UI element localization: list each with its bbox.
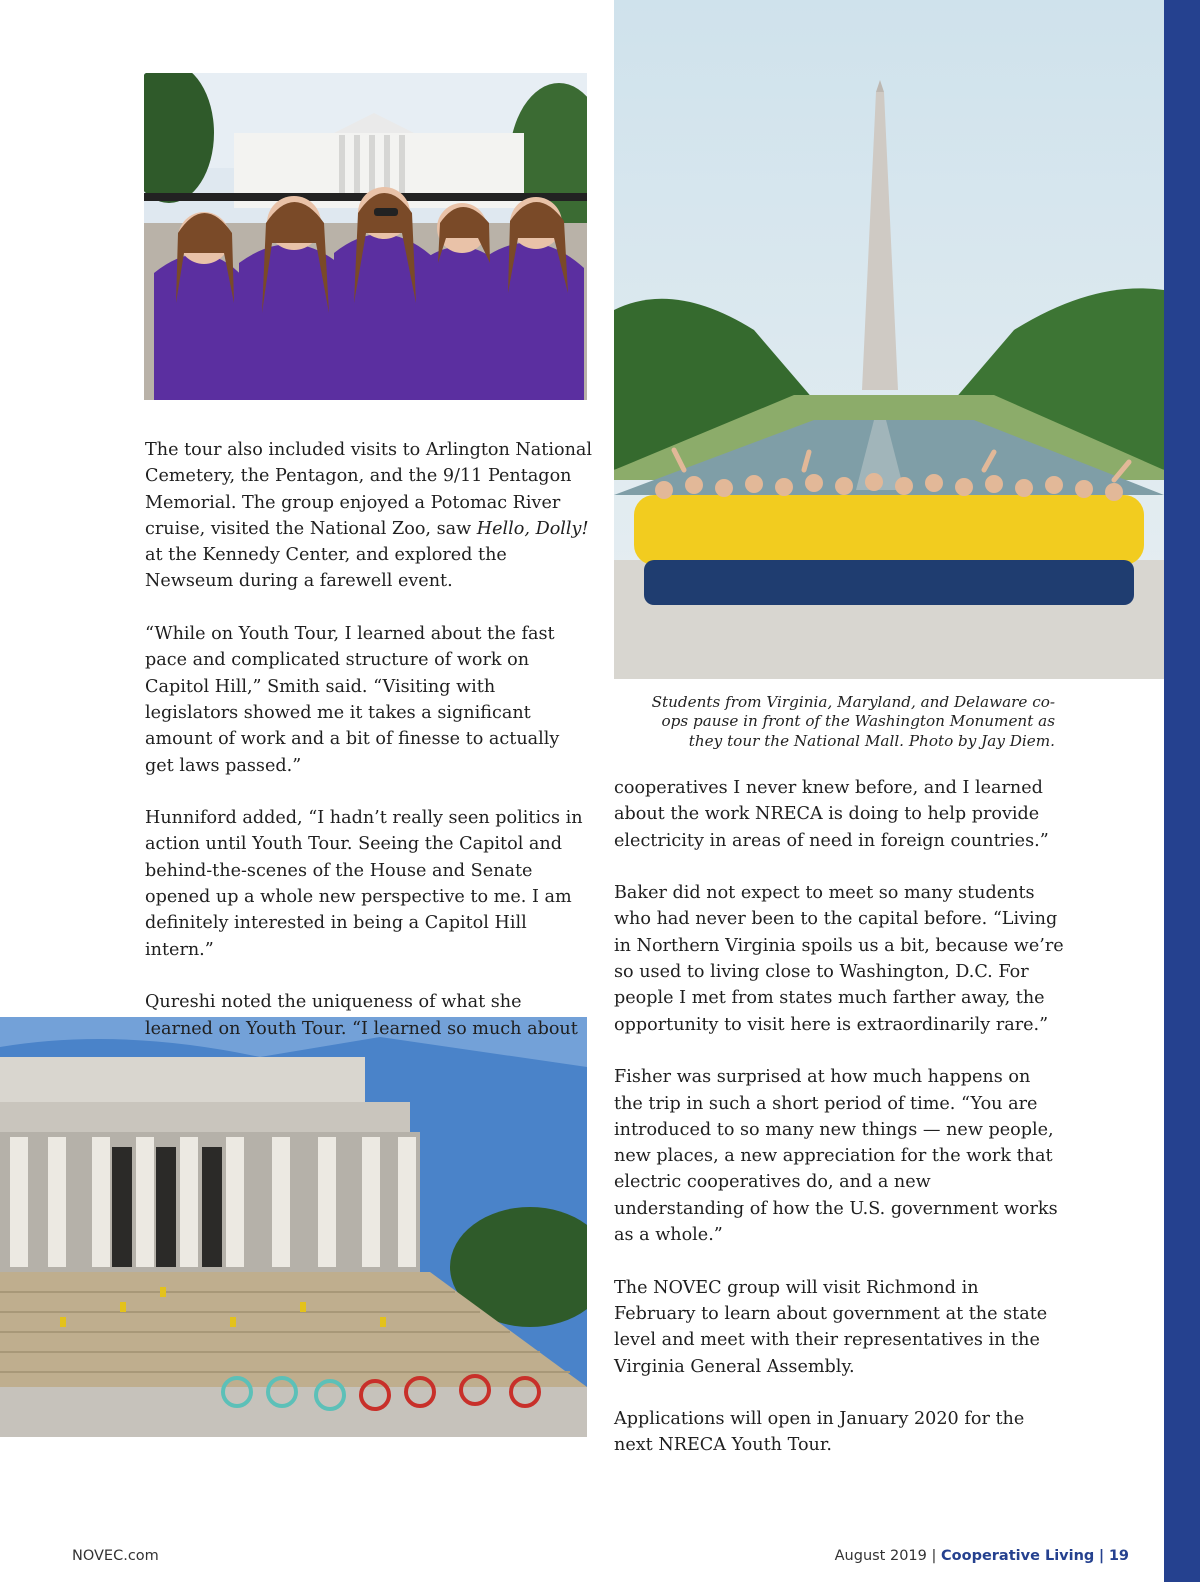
article-paragraph: Hunniford added, “I hadn’t really seen politics in action until Youth Tour. Seeing the Capitol and behind-the-scenes of the House and Senate opened up a whole new perspective to me. I am definitely interested in being a Capitol Hill intern.” bbox=[145, 808, 583, 960]
article-column-right bbox=[614, 775, 1064, 1459]
footer-date: August 2019 bbox=[834, 1548, 927, 1564]
footer-folio bbox=[835, 1548, 1129, 1564]
article-column-left bbox=[145, 437, 593, 1042]
photo-washington-monument-group bbox=[614, 0, 1164, 679]
article-paragraph: Baker did not expect to meet so many students who had never been to the capital before. “Living in Northern Virginia spoils us a bit, because we’re so used to living close to Washington, D.C. For people I met from states much farther away, the opportunity to visit here is extraordinarily rare.” bbox=[614, 883, 1064, 1035]
article-paragraph: cooperatives I never knew before, and I learned about the work NRECA is doing to help provide electricity in areas of need in foreign countries.” bbox=[614, 778, 1049, 851]
article-paragraph: The tour also included visits to Arlington National Cemetery, the Pentagon, and the 9/11 Pentagon Memorial. The group enjoyed a Potomac River cruise, visited the National Zoo, saw Hello, Dolly! at the Kennedy Center, and explored the Newseum during a farewell event. bbox=[145, 440, 593, 592]
article-paragraph: The NOVEC group will visit Richmond in February to learn about government at the state level and meet with their representatives in the Virginia General Assembly. bbox=[614, 1277, 1048, 1377]
article-paragraph: “While on Youth Tour, I learned about the fast pace and complicated structure of work on Capitol Hill,” Smith said. “Visiting with legislators showed me it takes a significant amount of work and a bit of finesse to actually get laws passed.” bbox=[145, 624, 560, 776]
photo-students-white-house bbox=[144, 73, 587, 400]
footer-separator-2: | bbox=[1098, 1548, 1105, 1564]
article-paragraph: Qureshi noted the uniqueness of what she learned on Youth Tour. “I learned so much about bbox=[145, 992, 578, 1039]
footer-separator: | bbox=[931, 1548, 937, 1564]
article-paragraph: Fisher was surprised at how much happens on the trip in such a short period of time. “You are introduced to so many new things — new people, new places, a new appreciation for the work that electric cooperatives do, and a new understanding of how the U.S. government works as a whole.” bbox=[614, 1067, 1058, 1246]
article-paragraph: Applications will open in January 2020 for the next NRECA Youth Tour. bbox=[614, 1409, 1025, 1456]
photo-lincoln-memorial bbox=[0, 1017, 587, 1437]
footer-site: NOVEC.com bbox=[72, 1548, 159, 1564]
footer-publication: Cooperative Living bbox=[941, 1548, 1095, 1564]
page-edge-band bbox=[1164, 0, 1200, 1582]
photo-caption: Students from Virginia, Maryland, and Delaware co-ops pause in front of the Washington Monument as they tour the National Mall. Photo by Jay Diem. bbox=[651, 693, 1055, 750]
page-number: 19 bbox=[1108, 1548, 1129, 1564]
